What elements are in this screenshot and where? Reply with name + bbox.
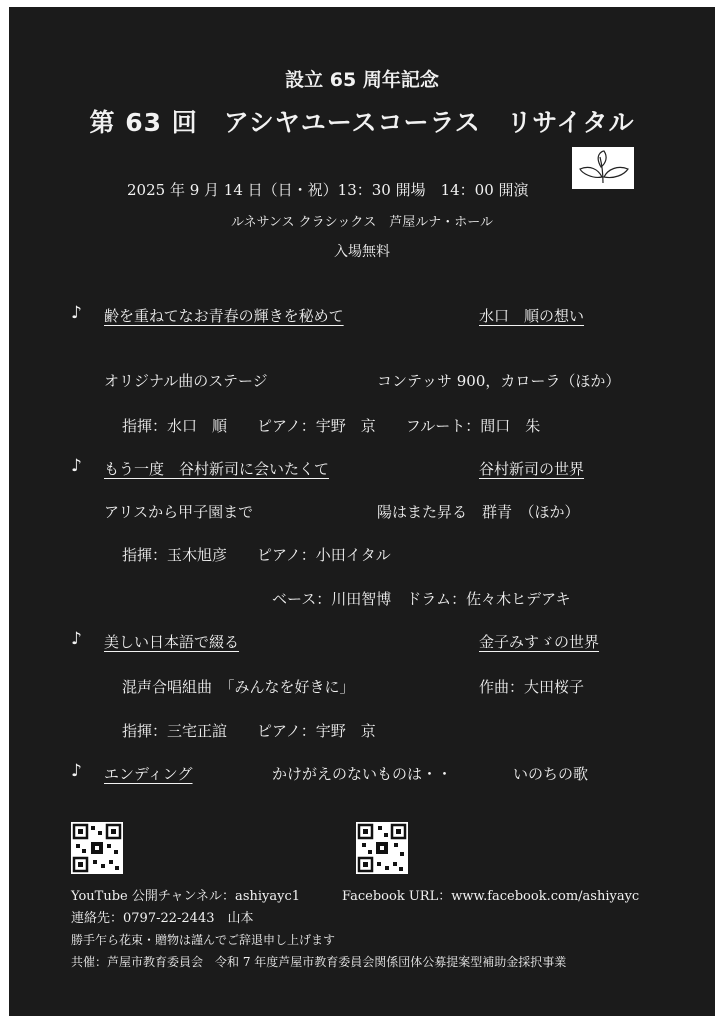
sponsor-info: 共催：芦屋市教育委員会 令和 7 年度芦屋市教育委員会関係団体公募提案型補助金採択事業: [71, 955, 567, 969]
youtube-qr-code-icon[interactable]: [71, 822, 123, 874]
music-note-icon: ♪: [71, 629, 82, 649]
recital-title: 第 63 回 アシヤユースコーラス リサイタル: [89, 108, 635, 137]
admission-fee: 入場無料: [334, 244, 390, 260]
stage2-heading: もう一度 谷村新司に会いたくて: [104, 460, 330, 478]
stage1-staff: 指揮：水口 順 ピアノ：宇野 京 フルート：間口 朱: [122, 417, 541, 435]
stage1-program: オリジナル曲のステージ: [104, 372, 268, 390]
event-venue: ルネサンス クラシックス 芦屋ルナ・ホール: [230, 215, 494, 230]
anniversary-title: 設立 65 周年記念: [285, 69, 439, 91]
ending-heading: エンディング: [104, 765, 193, 783]
stage3-theme: 金子みすゞの世界: [479, 633, 600, 651]
music-note-icon: ♪: [71, 303, 82, 323]
youtube-channel[interactable]: YouTube 公開チャンネル：ashiyayc1: [71, 889, 301, 904]
stage3-composer: 作曲：大田桜子: [479, 678, 585, 696]
stage2-theme: 谷村新司の世界: [479, 460, 585, 478]
leaf-logo-icon: [572, 147, 634, 189]
stage1-songs: コンテッサ 900，カローラ（ほか）: [377, 372, 621, 390]
stage1-theme: 水口 順の想い: [479, 307, 585, 325]
gift-notice: 勝手乍ら花束・贈物は謹んでご辞退申し上げます: [71, 933, 336, 947]
ending-song1: かけがえのないものは・・: [272, 765, 453, 783]
contact-info: 連絡先：0797-22-2443 山本: [71, 911, 254, 926]
facebook-url[interactable]: Facebook URL：www.facebook.com/ashiyayc: [342, 889, 640, 904]
stage2-staff: 指揮：玉木旭彦 ピアノ：小田イタル: [122, 546, 391, 564]
flyer-sheet: [9, 7, 715, 1016]
stage3-staff: 指揮：三宅正誼 ピアノ：宇野 京: [122, 722, 376, 740]
ending-song2: いのちの歌: [513, 765, 589, 783]
music-note-icon: ♪: [71, 456, 82, 476]
stage2-staff-band: ベース：川田智博 ドラム：佐々木ヒデアキ: [272, 590, 571, 608]
event-datetime: 2025 年 9 月 14 日（日・祝）13：30 開場 14：00 開演: [127, 181, 529, 199]
stage2-songs: 陽はまた昇る 群青 （ほか）: [377, 503, 580, 521]
stage3-program: 混声合唱組曲 「みんなを好きに」: [122, 678, 355, 696]
stage2-program: アリスから甲子園まで: [104, 503, 254, 521]
stage1-heading: 齢を重ねてなお青春の輝きを秘めて: [104, 307, 344, 325]
facebook-qr-code-icon[interactable]: [356, 822, 408, 874]
stage3-heading: 美しい日本語で綴る: [104, 633, 240, 651]
music-note-icon: ♪: [71, 761, 82, 781]
